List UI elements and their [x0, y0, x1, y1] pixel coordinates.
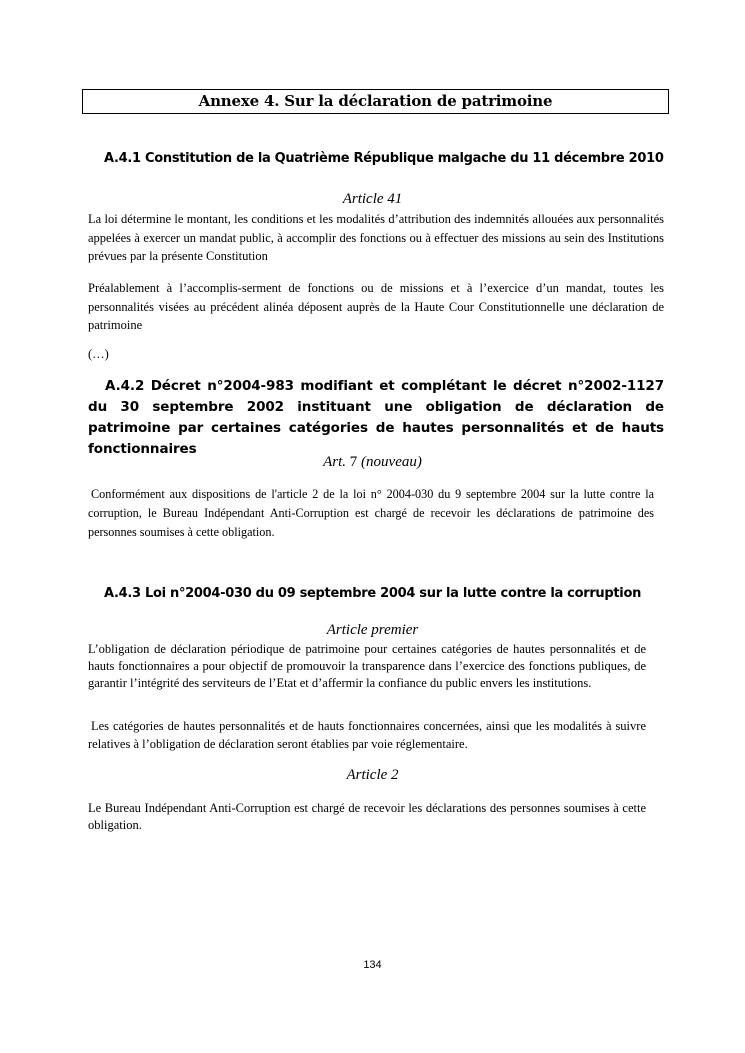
article-premier-title: Article premier [326, 622, 419, 638]
section-heading-a43: A.4.3 Loi n°2004-030 du 09 septembre 2004 sur la lutte contre la corruption [104, 586, 642, 601]
article-7-suffix: (nouveau) [361, 454, 422, 470]
article-7-prefix: Art. [323, 454, 347, 470]
article-41-title: Article 41 [342, 191, 403, 207]
section-heading-a41: A.4.1 Constitution de la Quatrième République malgache du 11 décembre 2010 [104, 151, 664, 166]
s1-paragraph-2: Préalablement à l’accomplis-serment de fonctions ou de missions et à l’exercice d’un mandat, toutes les personnalités visées au précédent alinéa déposent auprès de la Haute Cour Constitutionnelle une déclaration de patrimoine [88, 281, 664, 332]
s3-paragraph-1: L’obligation de déclaration périodique de patrimoine pour certaines catégories de hautes personnalités et de hauts fonctionnaires a pour objectif de promouvoir la transparence dans l’exercice des fonctions publiques, de garantir l’intégrité des serviteurs de l’Etat et d’affermir la confiance du public envers les institutions. [88, 642, 646, 690]
s1-paragraph-1: La loi détermine le montant, les conditions et les modalités d’attribution des indemnités allouées aux personnalités appelées à exercer un mandat public, à accomplir des fonctions ou à effectuer des missions au sein des Institutions prévues par la présente Constitution [88, 212, 664, 263]
annex-title: Annexe 4. Sur la déclaration de patrimoine [82, 89, 669, 114]
s2-paragraph-1: Conformément aux dispositions de l'article 2 de la loi n° 2004-030 du 9 septembre 2004 sur la lutte contre la corruption, le Bureau Indépendant Anti-Corruption est chargé de recevoir les déclarations de patrimoine des personnes soumises à cette obligation. [88, 487, 654, 539]
s1-ellipsis: (…) [88, 347, 109, 361]
section-heading-a42: A.4.2 Décret n°2004-983 modifiant et complétant le décret n°2002-1127 du 30 septembre 2002 instituant une obligation de déclaration de patrimoine par certaines catégories de hautes personnalités et de hauts fonctionnaires [88, 378, 664, 457]
article-2-title: Article 2 [346, 767, 399, 783]
article-7-title [0, 454, 745, 471]
page-number: 134 [363, 959, 382, 971]
s3-paragraph-3: Le Bureau Indépendant Anti-Corruption est chargé de recevoir les déclarations des personnes soumises à cette obligation. [88, 801, 646, 832]
article-7-number: 7 [349, 454, 358, 470]
s3-paragraph-2: Les catégories de hautes personnalités et de hauts fonctionnaires concernées, ainsi que les modalités à suivre relatives à l’obligation de déclaration seront établies par voie réglementaire. [88, 719, 646, 751]
